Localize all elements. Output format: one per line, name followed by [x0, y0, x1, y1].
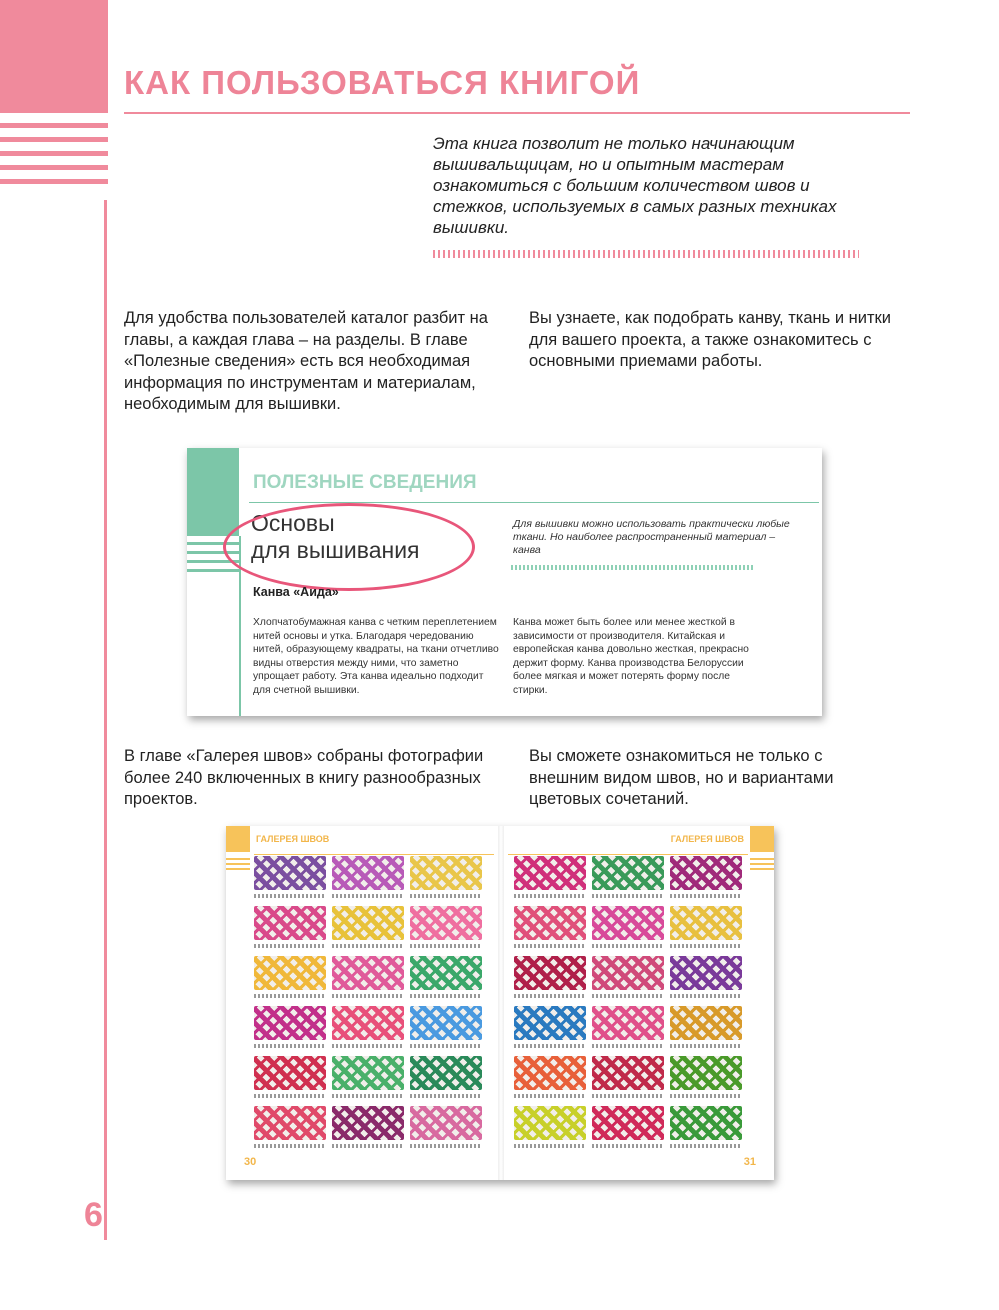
stitch-swatch — [410, 856, 482, 890]
paragraph-3: В главе «Галерея швов» собраны фотографии более 240 включенных в книгу разнообразных проектов. — [124, 747, 484, 808]
sample-col-2: Канва может быть более или менее жесткой в зависимости от производителя. Китайская и европейская канва довольно жесткая, прекрасно держит форму. Канва производства Белоруссии более мягкая и может потерять форму после стирки. — [513, 617, 749, 696]
stitch-swatch — [332, 956, 404, 990]
stitch-swatch — [670, 856, 742, 890]
swatch-caption — [592, 994, 664, 998]
gallery-header-left: ГАЛЕРЕЯ ШВОВ — [256, 834, 330, 844]
stitch-swatch — [332, 1056, 404, 1090]
stitch-swatch — [254, 906, 326, 940]
swatch-caption — [410, 1144, 482, 1148]
swatch-caption — [592, 894, 664, 898]
stitch-swatch — [592, 1056, 664, 1090]
swatch-caption — [254, 1094, 326, 1098]
paragraph-1: Для удобства пользователей каталог разбит на главы, а каждая глава – на разделы. В главе «Полезные сведения» есть вся необходимая информация по инструментам и материалам, необходимым для вышивки. — [124, 309, 488, 413]
decor-stripe — [0, 137, 108, 142]
stitch-swatch — [514, 1006, 586, 1040]
swatch-caption — [670, 1144, 742, 1148]
swatch-caption — [670, 1044, 742, 1048]
swatch-caption — [592, 1144, 664, 1148]
sample-col-1: Хлопчатобумажная канва с четким переплетением нитей основы и утка. Благодаря чередованию нитей, образующему квадраты, на ткани отчетливо видны отверстия между ними, что заметно упрощает работу. Эта канва идеально подходит для счетной вышивки. — [253, 617, 499, 696]
gallery-page-left: 30 — [244, 1156, 257, 1168]
orange-stripe — [750, 858, 774, 860]
stitch-swatch — [670, 1106, 742, 1140]
swatch-caption — [410, 944, 482, 948]
page-title: КАК ПОЛЬЗОВАТЬСЯ КНИГОЙ — [124, 64, 641, 101]
sample-page-useful-info — [187, 448, 822, 716]
stitch-swatch — [332, 906, 404, 940]
swatch-caption — [410, 1044, 482, 1048]
swatch-caption — [592, 1094, 664, 1098]
swatch-caption — [254, 944, 326, 948]
gallery-rule — [254, 854, 494, 855]
swatch-caption — [332, 944, 404, 948]
sample-subheading: Канва «Аида» — [253, 585, 339, 599]
highlight-oval — [223, 503, 475, 591]
green-stripe — [187, 569, 239, 572]
title-rule — [124, 112, 910, 114]
swatch-caption — [332, 1044, 404, 1048]
stitch-swatch — [670, 1006, 742, 1040]
stitch-swatch — [514, 1056, 586, 1090]
orange-corner — [226, 826, 250, 852]
swatch-caption — [514, 994, 586, 998]
stitch-swatch — [410, 1056, 482, 1090]
stitch-swatch — [332, 1006, 404, 1040]
swatch-caption — [254, 1144, 326, 1148]
swatch-caption — [670, 1094, 742, 1098]
orange-stripe — [226, 858, 250, 860]
swatch-caption — [410, 894, 482, 898]
stitch-swatch — [592, 906, 664, 940]
stitch-swatch — [670, 1056, 742, 1090]
green-corner — [187, 448, 239, 536]
stitch-swatch — [514, 956, 586, 990]
gallery-header-right: ГАЛЕРЕЯ ШВОВ — [670, 834, 744, 844]
corner-block — [0, 0, 108, 113]
orange-stripe — [750, 863, 774, 865]
stitch-swatch — [670, 906, 742, 940]
stitch-swatch — [254, 1056, 326, 1090]
gallery-page-right: 31 — [743, 1156, 756, 1168]
stitch-swatch — [592, 1106, 664, 1140]
stitch-swatch — [592, 956, 664, 990]
stitch-swatch — [592, 1006, 664, 1040]
swatch-caption — [592, 944, 664, 948]
sample-page-gallery — [226, 826, 774, 1180]
orange-stripe — [750, 868, 774, 870]
swatch-caption — [410, 1094, 482, 1098]
sample-intro: Для вышивки можно использовать практически любые ткани. Но наиболее распространенный материал – канва — [513, 518, 790, 556]
swatch-caption — [514, 944, 586, 948]
swatch-caption — [332, 1144, 404, 1148]
swatch-caption — [254, 1044, 326, 1048]
decor-stripe — [0, 123, 108, 128]
sample-dotted-divider — [511, 565, 755, 570]
orange-stripe — [226, 863, 250, 865]
stitch-swatch — [332, 856, 404, 890]
swatch-caption — [514, 894, 586, 898]
page-number: 6 — [84, 1196, 103, 1234]
stitch-swatch — [514, 856, 586, 890]
decor-stripe — [0, 165, 108, 170]
margin-line — [104, 200, 107, 1240]
stitch-swatch — [410, 1006, 482, 1040]
decor-stripe — [0, 151, 108, 156]
gallery-rule — [508, 854, 748, 855]
dotted-divider — [433, 250, 859, 258]
swatch-caption — [254, 994, 326, 998]
swatch-caption — [254, 894, 326, 898]
swatch-caption — [670, 894, 742, 898]
book-gutter — [498, 826, 504, 1180]
swatch-caption — [332, 994, 404, 998]
stitch-swatch — [514, 906, 586, 940]
stitch-swatch — [254, 956, 326, 990]
swatch-caption — [332, 894, 404, 898]
stitch-swatch — [592, 856, 664, 890]
sample-heading-line2: для вышивания — [251, 537, 420, 563]
stitch-swatch — [670, 956, 742, 990]
stitch-swatch — [254, 1106, 326, 1140]
swatch-caption — [514, 1094, 586, 1098]
swatch-caption — [670, 944, 742, 948]
swatch-caption — [410, 994, 482, 998]
swatch-caption — [592, 1044, 664, 1048]
swatch-caption — [670, 994, 742, 998]
stitch-swatch — [410, 956, 482, 990]
stitch-swatch — [410, 1106, 482, 1140]
stitch-swatch — [254, 1006, 326, 1040]
stitch-swatch — [332, 1106, 404, 1140]
swatch-caption — [332, 1094, 404, 1098]
swatch-caption — [514, 1144, 586, 1148]
sample-heading-line1: Основы — [251, 510, 335, 536]
orange-corner — [750, 826, 774, 852]
paragraph-2: Вы узнаете, как подобрать канву, ткань и нитки для вашего проекта, а также ознакомитесь с основными приемами работы. — [529, 309, 891, 370]
stitch-swatch — [410, 906, 482, 940]
swatch-caption — [514, 1044, 586, 1048]
intro-text: Эта книга позволит не только начинающим вышивальщицам, но и опытным мастерам ознакомиться с большим количеством швов и стежков, используемых в самых разных техниках вышивки. — [433, 134, 837, 237]
stitch-swatch — [514, 1106, 586, 1140]
sample-category: ПОЛЕЗНЫЕ СВЕДЕНИЯ — [253, 472, 477, 493]
decor-stripe — [0, 179, 108, 184]
paragraph-4: Вы сможете ознакомиться не только с внешним видом швов, но и вариантами цветовых сочетаний. — [529, 747, 834, 808]
stitch-swatch — [254, 856, 326, 890]
orange-stripe — [226, 868, 250, 870]
